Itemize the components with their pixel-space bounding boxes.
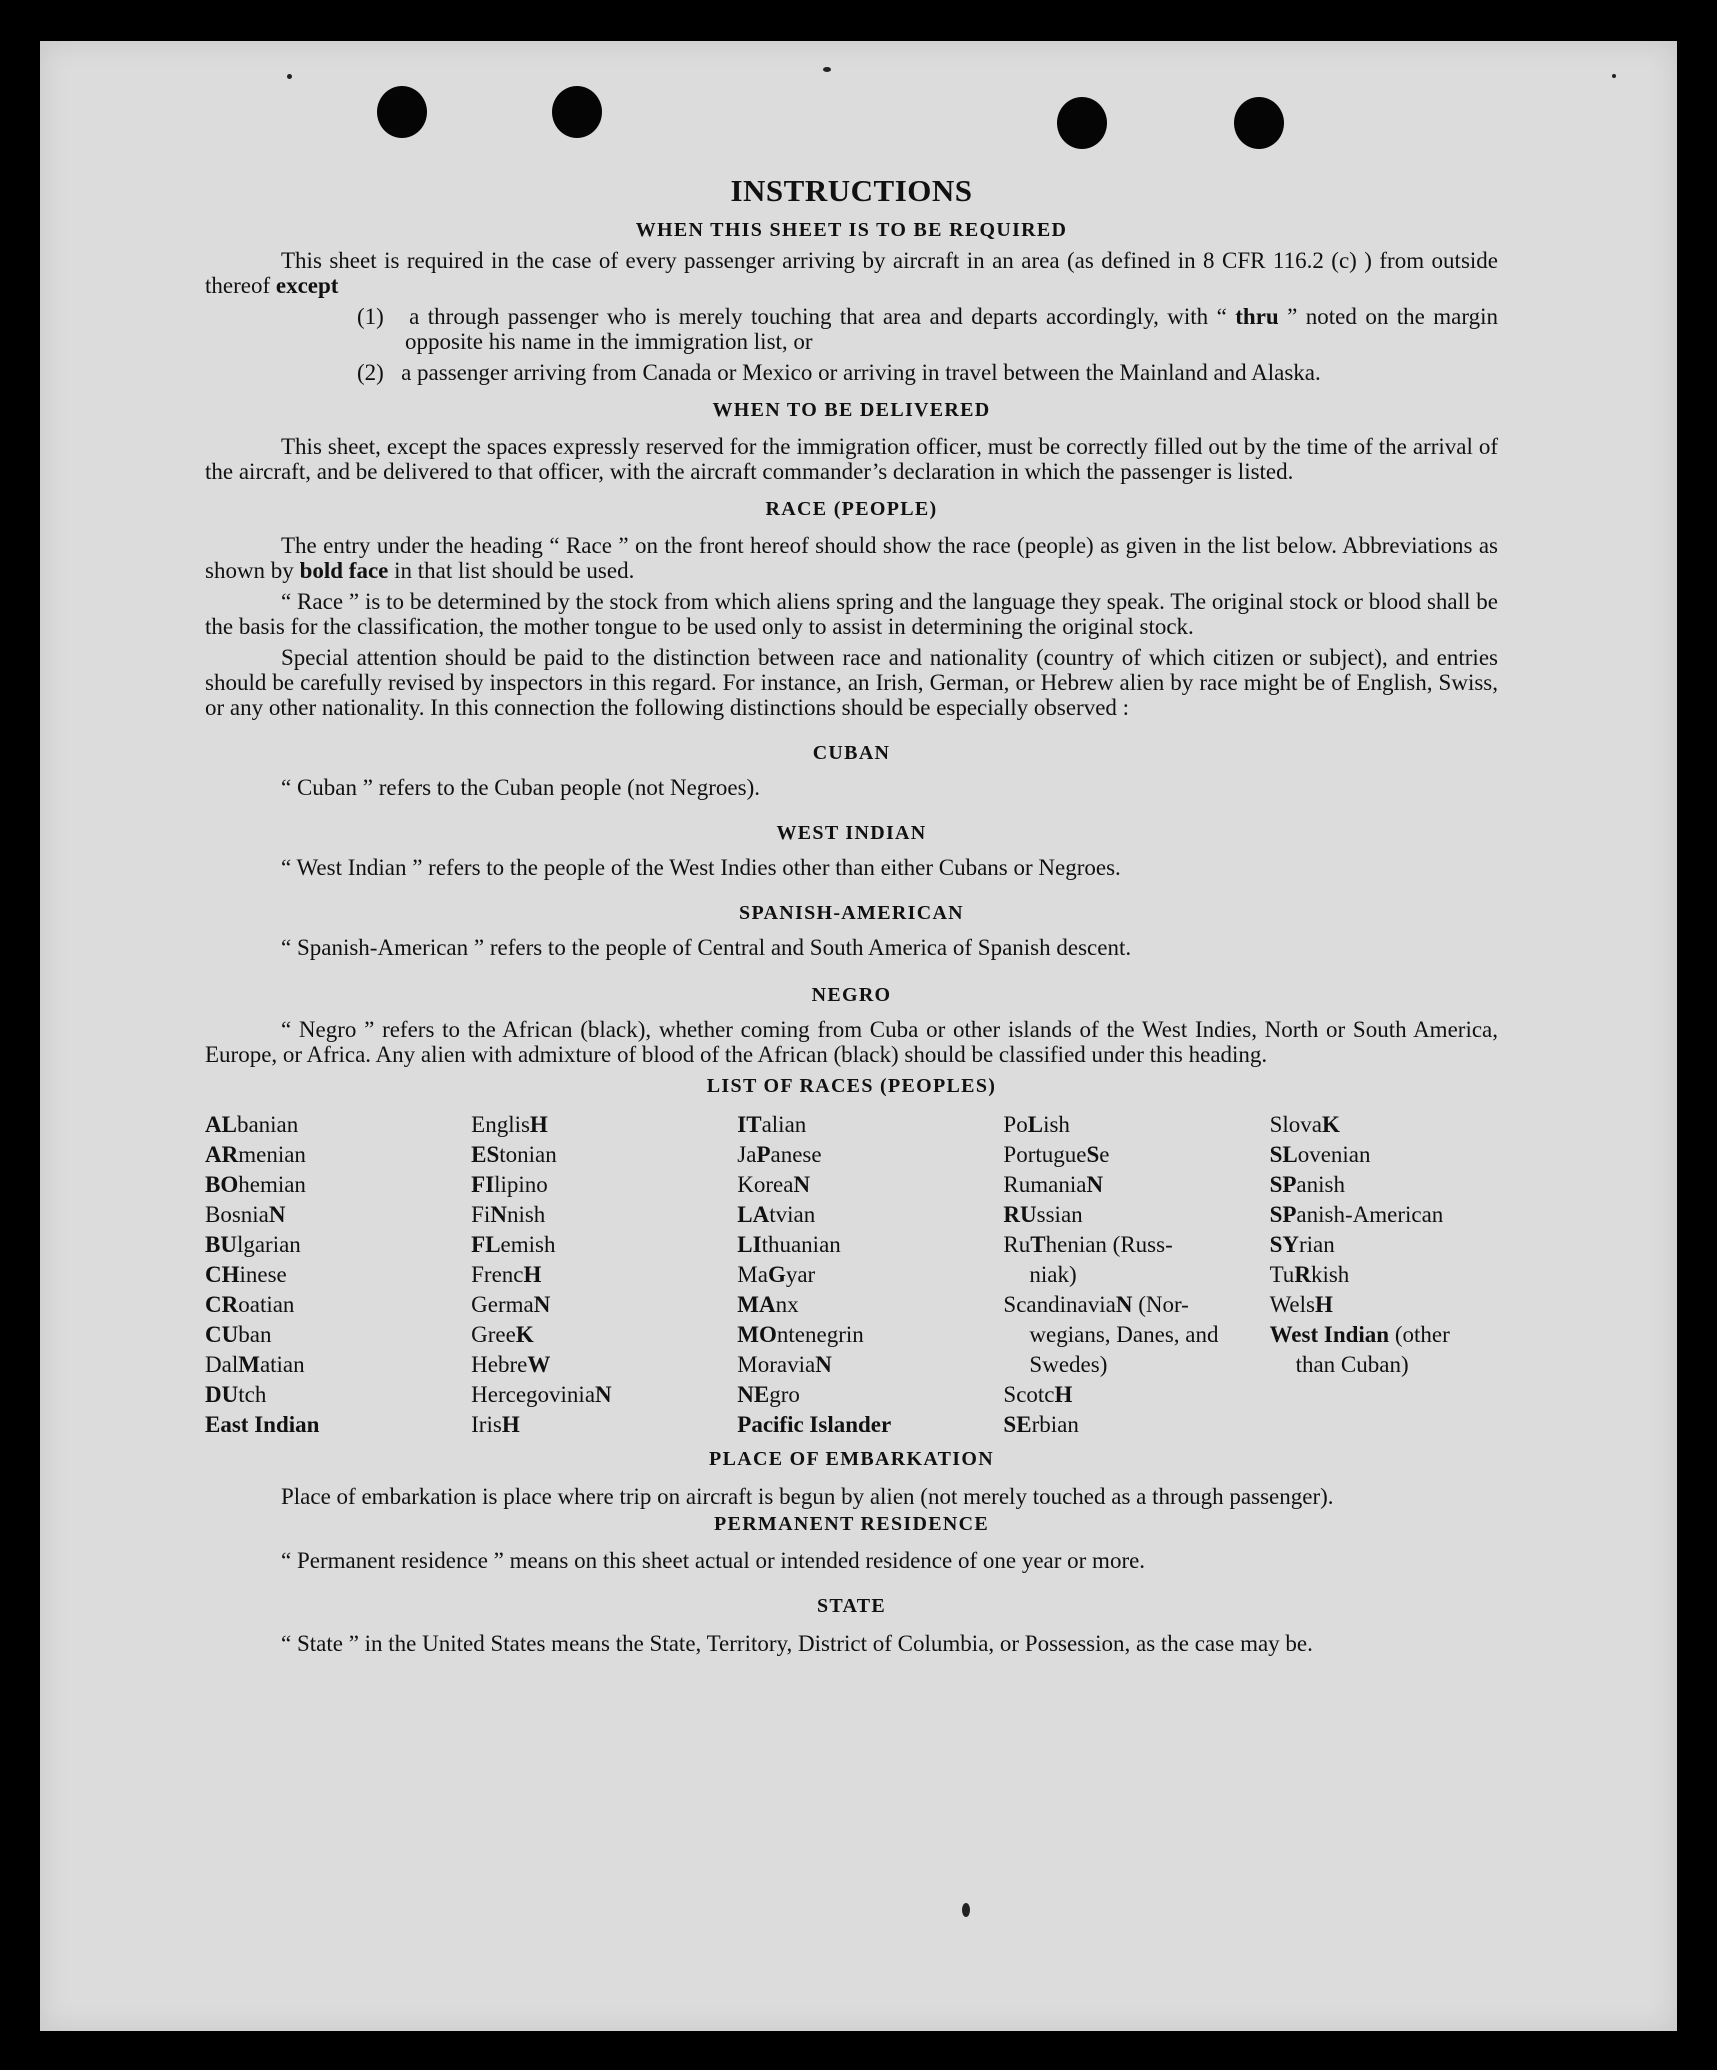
speck	[823, 67, 831, 72]
race-entry: ScandinaviaN (Nor- wegians, Danes, and Swedes)	[1003, 1292, 1219, 1377]
speck	[1612, 74, 1616, 78]
race-entry: NEgro	[737, 1382, 800, 1407]
race-entry: RumaniaN	[1003, 1172, 1104, 1197]
race-entry: MaGyar	[737, 1262, 816, 1287]
race-entry: FiNnish	[471, 1202, 546, 1227]
race-entry: SErbian	[1003, 1412, 1079, 1437]
race-entry: MoraviaN	[737, 1352, 832, 1377]
heading-negro: NEGRO	[811, 984, 892, 1006]
race-entry: EStonian	[471, 1142, 557, 1167]
race-entry: DUtch	[205, 1382, 267, 1407]
heading-residence: PERMANENT RESIDENCE	[714, 1513, 989, 1535]
race-entry: JaPanese	[737, 1142, 822, 1167]
race-entry: RUssian	[1003, 1202, 1083, 1227]
race-entry: HercegoviniaN	[471, 1382, 612, 1407]
race-entry: CUban	[205, 1322, 272, 1347]
race-entry: PortugueSe	[1003, 1142, 1110, 1167]
race-entry: PoLish	[1003, 1112, 1070, 1137]
race-entry: RuThenian (Russ- niak)	[1003, 1232, 1173, 1287]
race-entry: EnglisH	[471, 1112, 548, 1137]
race-entry: East Indian	[205, 1412, 320, 1437]
embarkation-text: Place of embarkation is place where trip on aircraft is begun by alien (not merely touched as a through passenger).	[281, 1484, 1334, 1509]
heading-cuban: CUBAN	[812, 742, 891, 764]
state-text: “ State ” in the United States means the State, Territory, District of Columbia, or Possession, as the case may be.	[281, 1631, 1313, 1656]
races-column	[205, 1110, 471, 1440]
race-entry: SLovenian	[1269, 1142, 1371, 1167]
heading-embarkation: PLACE OF EMBARKATION	[709, 1448, 994, 1470]
heading-state: STATE	[816, 1595, 887, 1617]
race-entry: MAnx	[737, 1292, 799, 1317]
race-entry: IrisH	[471, 1412, 520, 1437]
race-entry: KoreaN	[737, 1172, 811, 1197]
race-entry: LAtvian	[737, 1202, 816, 1227]
races-column	[1003, 1110, 1269, 1440]
races-list	[205, 1110, 1498, 1440]
race-entry: BUlgarian	[205, 1232, 301, 1257]
required-item-2: (2) a passenger arriving from Canada or Mexico or arriving in travel between the Mainland and Alaska.	[357, 360, 1321, 385]
race-entry: ITalian	[737, 1112, 807, 1137]
required-item-1: (1) a through passenger who is merely touching that area and departs accordingly, with “ thru ” noted on the margin opposite his name in the immigration list, or	[357, 304, 1499, 354]
page-title: INSTRUCTIONS	[730, 173, 973, 208]
races-column	[471, 1110, 737, 1440]
document-sheet	[40, 41, 1677, 2031]
heading-spanish-american: SPANISH-AMERICAN	[739, 902, 964, 924]
punch-hole	[552, 86, 602, 138]
race-entry: SYrian	[1269, 1232, 1335, 1257]
race-entry: DalMatian	[205, 1352, 305, 1377]
race-entry: BOhemian	[205, 1172, 306, 1197]
instructions-content	[205, 173, 1498, 1660]
race-entry: West Indian (other than Cuban)	[1269, 1322, 1450, 1377]
race-entry: ARmenian	[205, 1142, 306, 1167]
spanish-american-text: “ Spanish-American ” refers to the people of Central and South America of Spanish descent.	[281, 935, 1132, 960]
required-intro: This sheet is required in the case of every passenger arriving by aircraft in an area (as defined in 8 CFR 116.2 (c) ) from outside thereof except	[205, 248, 1498, 298]
heading-race: RACE (PEOPLE)	[765, 498, 938, 520]
heading-list-of-races: LIST OF RACES (PEOPLES)	[706, 1075, 997, 1097]
races-column	[1270, 1110, 1498, 1440]
race-entry: Pacific Islander	[737, 1412, 892, 1437]
race-entry: ScotcH	[1003, 1382, 1073, 1407]
negro-text: “ Negro ” refers to the African (black), whether coming from Cuba or other islands of the West Indies, North or South America, Europe, or Africa. Any alien with admixture of blood of the African (black) should be classified under this heading.	[205, 1017, 1498, 1067]
race-entry: CRoatian	[205, 1292, 295, 1317]
race-paragraph-2: “ Race ” is to be determined by the stock from which aliens spring and the language they speak. The original stock or blood shall be the basis for the classification, the mother tongue to be used only to assist in determining the original stock.	[205, 589, 1498, 639]
race-entry: MOntenegrin	[737, 1322, 864, 1347]
cuban-text: “ Cuban ” refers to the Cuban people (not Negroes).	[281, 775, 761, 800]
race-paragraph-3: Special attention should be paid to the distinction between race and nationality (country of which citizen or subject), and entries should be carefully revised by inspectors in this regard. For instance, an Irish, German, or Hebrew alien by race might be of English, Swiss, or any other nationality. In this connection the following distinctions should be especially observed :	[205, 645, 1498, 720]
race-entry: ALbanian	[205, 1112, 299, 1137]
race-entry: BosniaN	[205, 1202, 286, 1227]
heading-required: WHEN THIS SHEET IS TO BE REQUIRED	[635, 219, 1068, 241]
speck	[287, 74, 292, 79]
races-column	[737, 1110, 1003, 1440]
heading-delivered: WHEN TO BE DELIVERED	[712, 399, 991, 421]
race-entry: HebreW	[471, 1352, 551, 1377]
race-entry: SlovaK	[1269, 1112, 1340, 1137]
race-entry: CHinese	[205, 1262, 287, 1287]
race-entry: TuRkish	[1269, 1262, 1350, 1287]
residence-text: “ Permanent residence ” means on this sheet actual or intended residence of one year or more.	[281, 1548, 1146, 1573]
race-paragraph-1: The entry under the heading “ Race ” on the front hereof should show the race (people) as given in the list below. Abbreviations as shown by bold face in that list should be used.	[205, 533, 1498, 583]
race-entry: LIthuanian	[737, 1232, 841, 1257]
race-entry: SPanish	[1269, 1172, 1345, 1197]
race-entry: FIlipino	[471, 1172, 548, 1197]
speck	[962, 1903, 970, 1917]
race-entry: WelsH	[1269, 1292, 1333, 1317]
heading-west-indian: WEST INDIAN	[776, 822, 927, 844]
west-indian-text: “ West Indian ” refers to the people of the West Indies other than either Cubans or Negroes.	[281, 855, 1121, 880]
punch-hole	[1234, 97, 1284, 149]
delivered-text: This sheet, except the spaces expressly reserved for the immigration officer, must be correctly filled out by the time of the arrival of the aircraft, and be delivered to that officer, with the aircraft commander’s declaration in which the passenger is listed.	[205, 434, 1498, 484]
race-entry: GreeK	[471, 1322, 534, 1347]
race-entry: SPanish-American	[1269, 1202, 1444, 1227]
race-entry: FrencH	[471, 1262, 542, 1287]
race-entry: GermaN	[471, 1292, 551, 1317]
punch-hole	[1057, 97, 1107, 149]
race-entry: FLemish	[471, 1232, 556, 1257]
punch-hole	[377, 86, 427, 138]
